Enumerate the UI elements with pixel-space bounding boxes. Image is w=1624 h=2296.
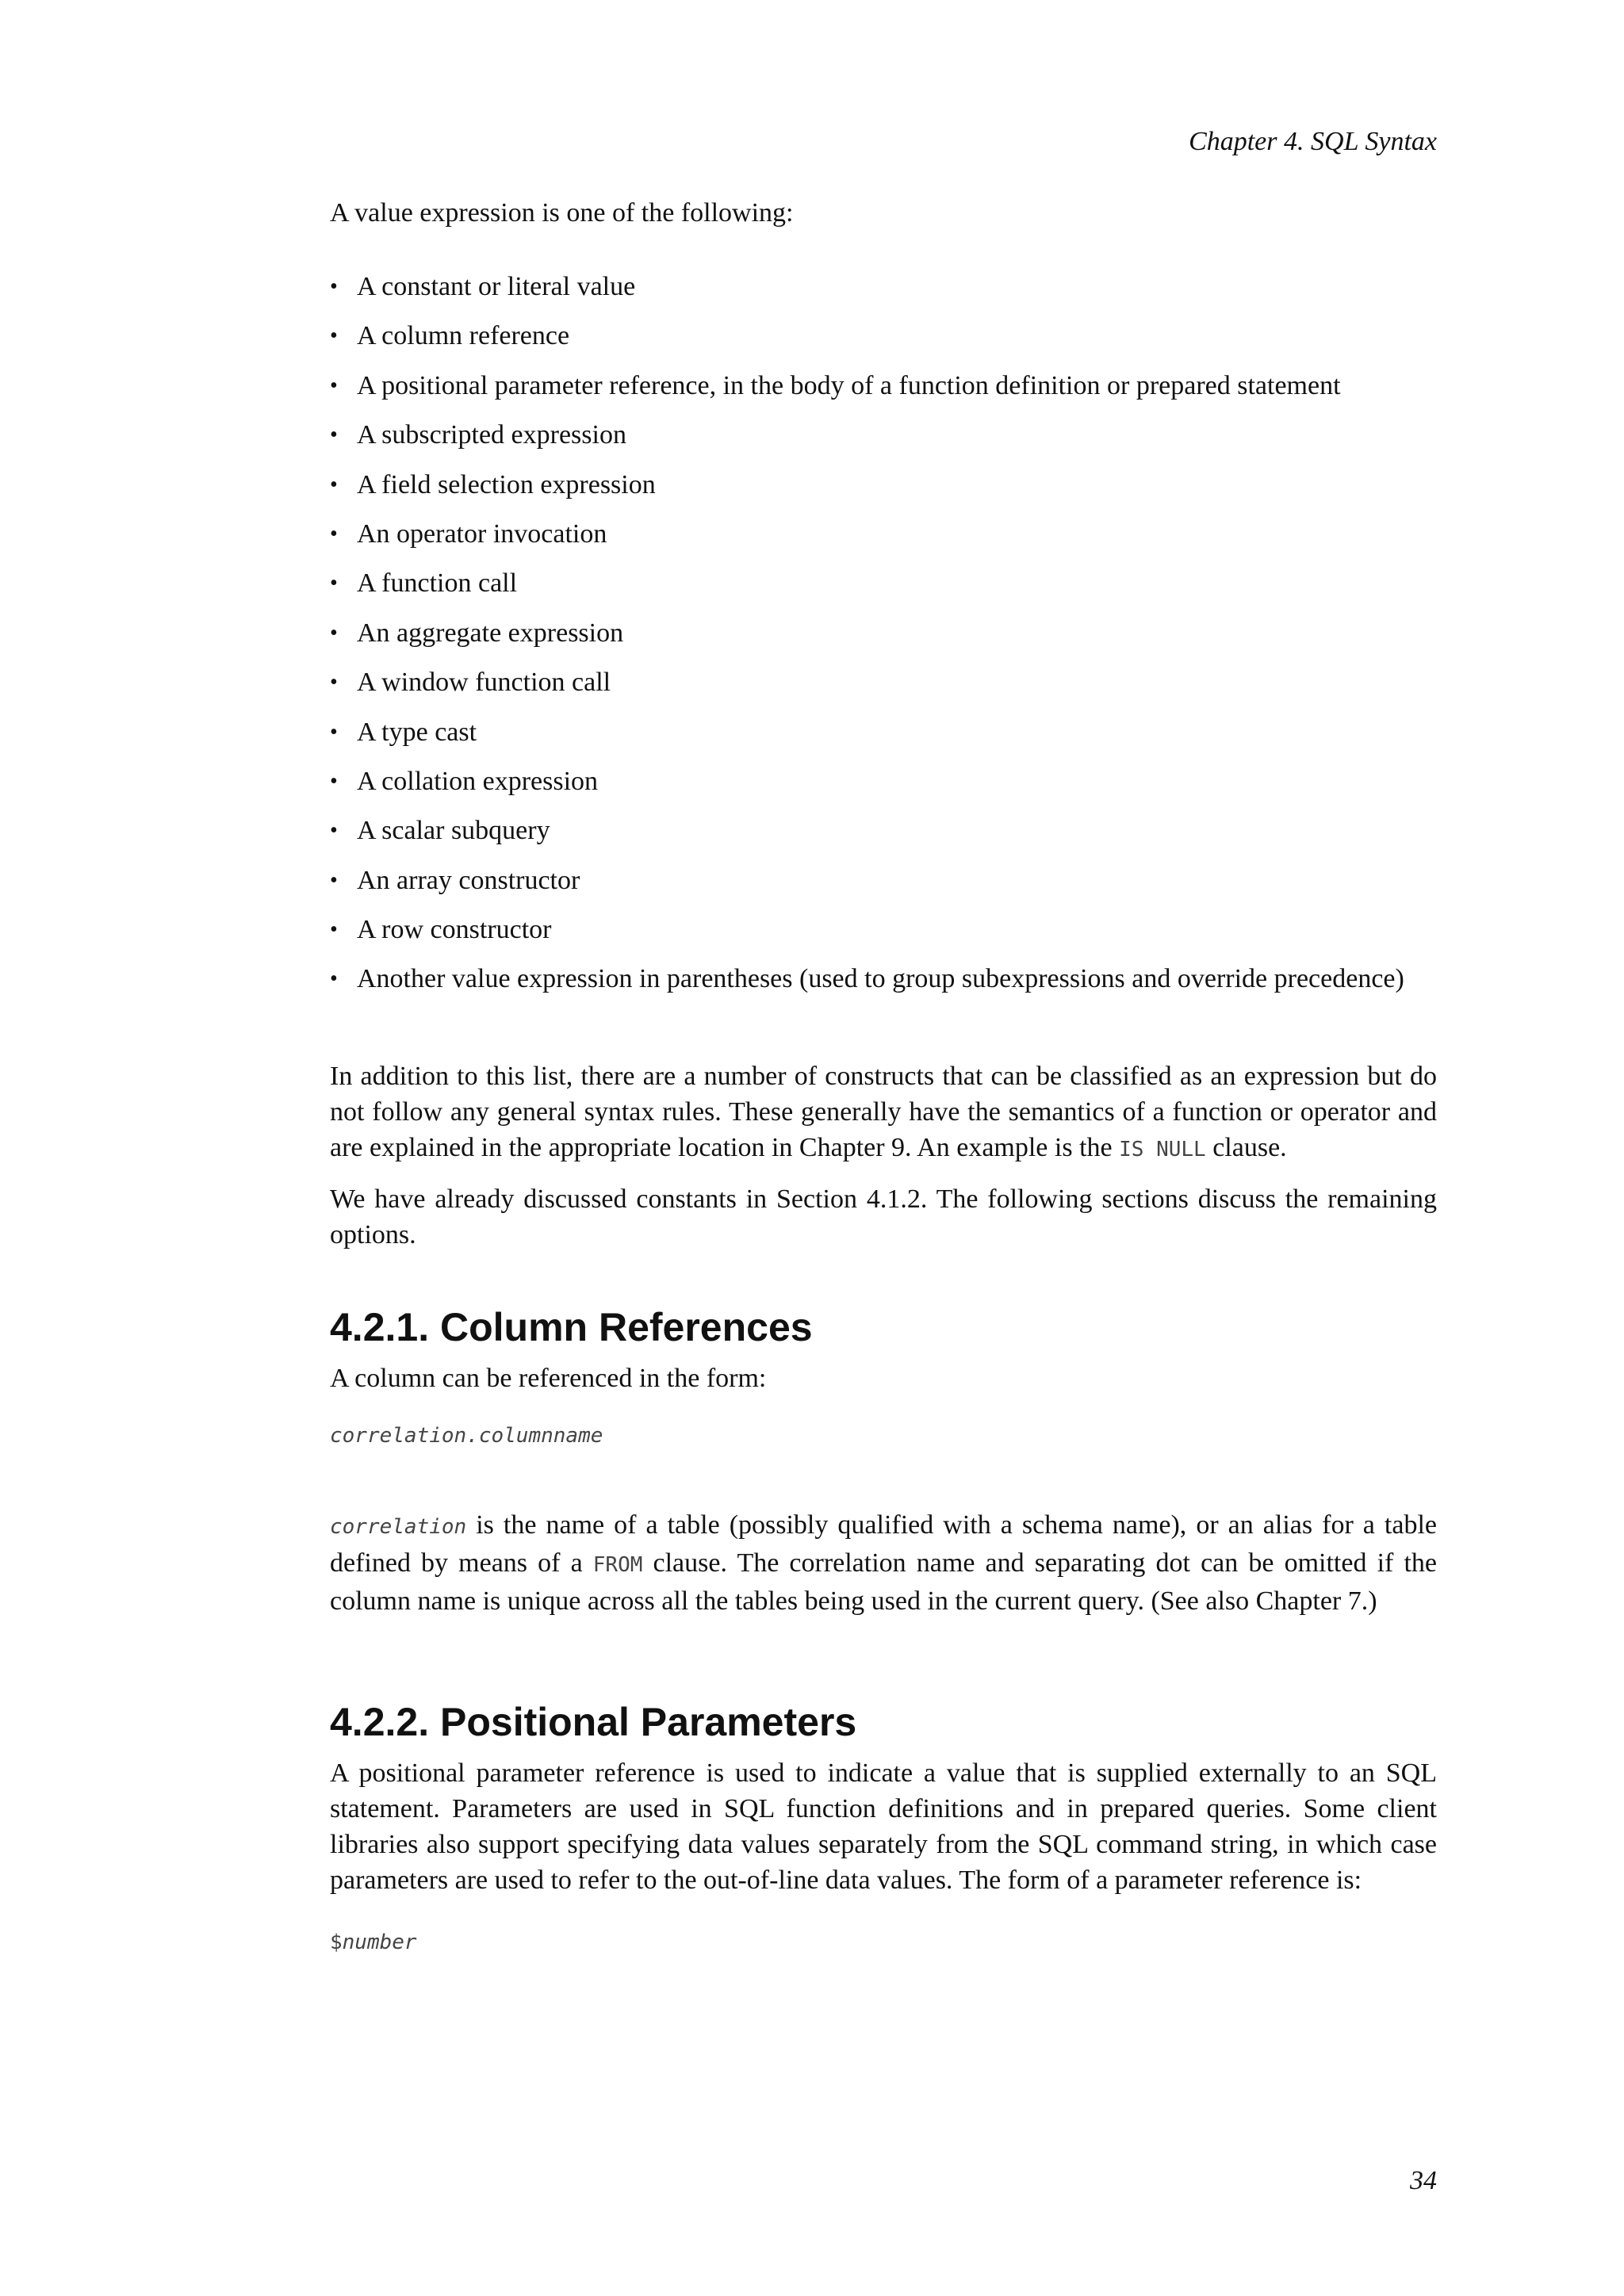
list-item: • An aggregate expression: [330, 615, 1437, 664]
bullet-icon: •: [330, 472, 338, 497]
list-item: • A collation expression: [330, 763, 1437, 813]
bullet-icon: •: [330, 373, 338, 398]
bullet-icon: •: [330, 768, 338, 794]
parameter-reference-syntax: $number: [330, 1930, 417, 1954]
bullet-icon: •: [330, 818, 338, 844]
list-item: • A subscripted expression: [330, 417, 1437, 466]
constructs-paragraph: In addition to this list, there are a number of constructs that can be classified as an expression but do not follow any general syntax rules. These generally have the semantics of a function or operator and are explained in the appropriate location in Chapter 9. An example is the IS NULL clause.: [330, 1061, 1437, 1162]
bullet-icon: •: [330, 571, 338, 596]
bullet-icon: •: [330, 719, 338, 744]
bullet-icon: •: [330, 670, 338, 695]
positional-parameters-paragraph: A positional parameter reference is used to indicate a value that is supplied externally to an SQL statement. Parameters are used in SQL function definitions and in prepared queries. Some client libraries also support specifying data values separately from the SQL command string, in which case parameters are used to refer to the out-of-line data values. The form of a parameter reference is:: [330, 1758, 1437, 1895]
column-reference-syntax: correlation.columnname: [330, 1423, 603, 1448]
list-item: • A column reference: [330, 318, 1437, 367]
list-item: • Another value expression in parentheses (used to group subexpressions and override precedence): [330, 961, 1437, 1010]
page-number: 34: [1410, 2166, 1437, 2195]
list-item: • A constant or literal value: [330, 269, 1437, 318]
value-expression-list: [330, 269, 1437, 1011]
list-item: • A window function call: [330, 664, 1437, 714]
list-item: • An operator invocation: [330, 516, 1437, 565]
list-item: • A field selection expression: [330, 467, 1437, 516]
page-content: [330, 195, 1437, 1958]
bullet-icon: •: [330, 966, 338, 992]
bullet-icon: •: [330, 867, 338, 893]
correlation-replaceable: correlation: [330, 1514, 467, 1539]
section-heading-column-references: 4.2.1. Column References: [330, 1304, 813, 1349]
bullet-icon: •: [330, 323, 338, 349]
running-header: Chapter 4. SQL Syntax: [1189, 127, 1437, 156]
section-heading-positional-parameters: 4.2.2. Positional Parameters: [330, 1699, 857, 1744]
bullet-icon: •: [330, 917, 338, 943]
intro-paragraph: A value expression is one of the following:: [330, 198, 794, 228]
list-item: • A type cast: [330, 714, 1437, 763]
column-references-intro: A column can be referenced in the form:: [330, 1363, 767, 1393]
list-item: • A function call: [330, 565, 1437, 614]
list-item: • A scalar subquery: [330, 813, 1437, 862]
from-literal: FROM: [592, 1552, 643, 1577]
bullet-icon: •: [330, 274, 338, 299]
list-item: • A positional parameter reference, in the body of a function definition or prepared statement: [330, 368, 1437, 417]
is-null-literal: IS NULL: [1119, 1137, 1206, 1161]
bullet-icon: •: [330, 423, 338, 448]
list-item: • A row constructor: [330, 912, 1437, 961]
constants-paragraph: We have already discussed constants in Section 4.1.2. The following sections discuss the remaining options.: [330, 1184, 1437, 1249]
list-item: • An array constructor: [330, 863, 1437, 912]
bullet-icon: •: [330, 521, 338, 546]
correlation-description: correlation is the name of a table (possibly qualified with a schema name), or an alias for a table defined by means of a FROM clause. The correlation name and separating dot can be omitted if the column name is unique across all the tables being used in the current query. (See also Chapter 7.): [330, 1510, 1437, 1616]
bullet-icon: •: [330, 620, 338, 645]
